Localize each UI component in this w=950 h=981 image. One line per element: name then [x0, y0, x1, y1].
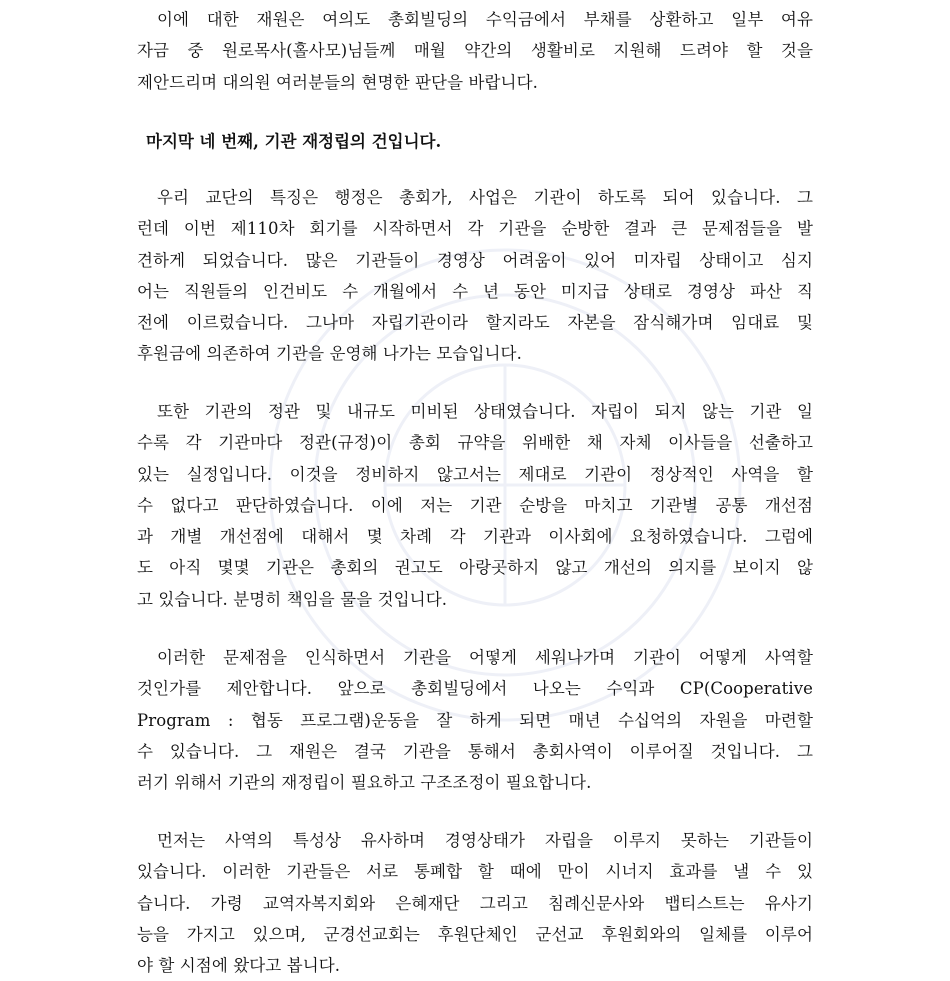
text-line: 우리 교단의 특징은 행정은 총회가, 사업은 기관이 하도록 되어 있습니다. 그 — [157, 188, 813, 207]
text-line: 것인가를 제안합니다. 앞으로 총회빌딩에서 나오는 수익과 CP(Cooperative — [137, 679, 813, 699]
text-line: 있는 실정입니다. 이것을 정비하지 않고서는 제대로 기관이 정상적인 사역을 할 — [137, 464, 813, 484]
text-line: 고 있습니다. 분명히 책임을 물을 것입니다. — [137, 589, 448, 609]
text-line: 견하게 되었습니다. 많은 기관들이 경영상 어려움이 있어 미자립 상태이고 심지 — [137, 250, 813, 270]
text-line: 전에 이르렀습니다. 그나마 자립기관이라 할지라도 자본을 잠식해가며 임대료 및 — [137, 313, 813, 333]
text-line: 수 있습니다. 그 재원은 결국 기관을 통해서 총회사역이 이루어질 것입니다. 그 — [137, 741, 813, 761]
text-line: 과 개별 개선점에 대해서 몇 차례 각 기관과 이사회에 요청하였습니다. 그럼에 — [137, 527, 813, 547]
text-line: Program : 협동 프로그램)운동을 잘 하게 되면 매년 수십억의 자원을 마련할 — [137, 710, 813, 730]
paragraph-5 — [137, 825, 813, 981]
text-line: 제안드리며 대의원 여러분들의 현명한 판단을 바랍니다. — [137, 72, 538, 92]
paragraph-4 — [137, 642, 813, 798]
text-line: 능을 가지고 있으며, 군경선교회는 후원단체인 군선교 후원회와의 일체를 이루어 — [137, 924, 813, 944]
text-line: 어는 직원들의 인건비도 수 개월에서 수 년 동안 미지급 상태로 경영상 파산 직 — [137, 281, 813, 301]
section-heading: 마지막 네 번째, 기관 재정립의 건입니다. — [146, 132, 442, 151]
text-line: 이러한 문제점을 인식하면서 기관을 어떻게 세워나가며 기관이 어떻게 사역할 — [157, 648, 813, 667]
text-line: 러기 위해서 기관의 재정립이 필요하고 구조조정이 필요합니다. — [137, 773, 592, 793]
text-line: 야 할 시점에 왔다고 봅니다. — [137, 956, 341, 976]
text-line: 도 아직 몇몇 기관은 총회의 권고도 아랑곳하지 않고 개선의 의지를 보이지 않 — [137, 558, 813, 578]
paragraph-3 — [137, 396, 813, 615]
text-line: 수 없다고 판단하였습니다. 이에 저는 기관 순방을 마치고 기관별 공통 개선점 — [137, 495, 813, 515]
text-line: 있습니다. 이러한 기관들은 서로 통폐합 할 때에 만이 시너지 효과를 낼 수 있 — [137, 862, 813, 882]
text-line: 후원금에 의존하여 기관을 운영해 나가는 모습입니다. — [137, 344, 522, 364]
text-line: 이에 대한 재원은 여의도 총회빌딩의 수익금에서 부채를 상환하고 일부 여유 — [157, 10, 813, 29]
text-line: 습니다. 가령 교역자복지회와 은혜재단 그리고 침례신문사와 뱁티스트는 유사기 — [137, 893, 813, 913]
text-line: 또한 기관의 정관 및 내규도 미비된 상태였습니다. 자립이 되지 않는 기관 일 — [157, 402, 813, 421]
text-line: 자금 중 원로목사(홀사모)님들께 매월 약간의 생활비로 지원해 드려야 할 것을 — [137, 41, 813, 61]
text-line: 런데 이번 제110차 회기를 시작하면서 각 기관을 순방한 결과 큰 문제점들을 발 — [137, 219, 813, 239]
paragraph-1 — [137, 4, 813, 98]
text-line: 수록 각 기관마다 정관(규정)이 총회 규약을 위배한 채 자체 이사들을 선출하고 — [137, 433, 813, 453]
paragraph-2 — [137, 182, 813, 370]
text-line: 먼저는 사역의 특성상 유사하며 경영상태가 자립을 이루지 못하는 기관들이 — [157, 831, 813, 850]
